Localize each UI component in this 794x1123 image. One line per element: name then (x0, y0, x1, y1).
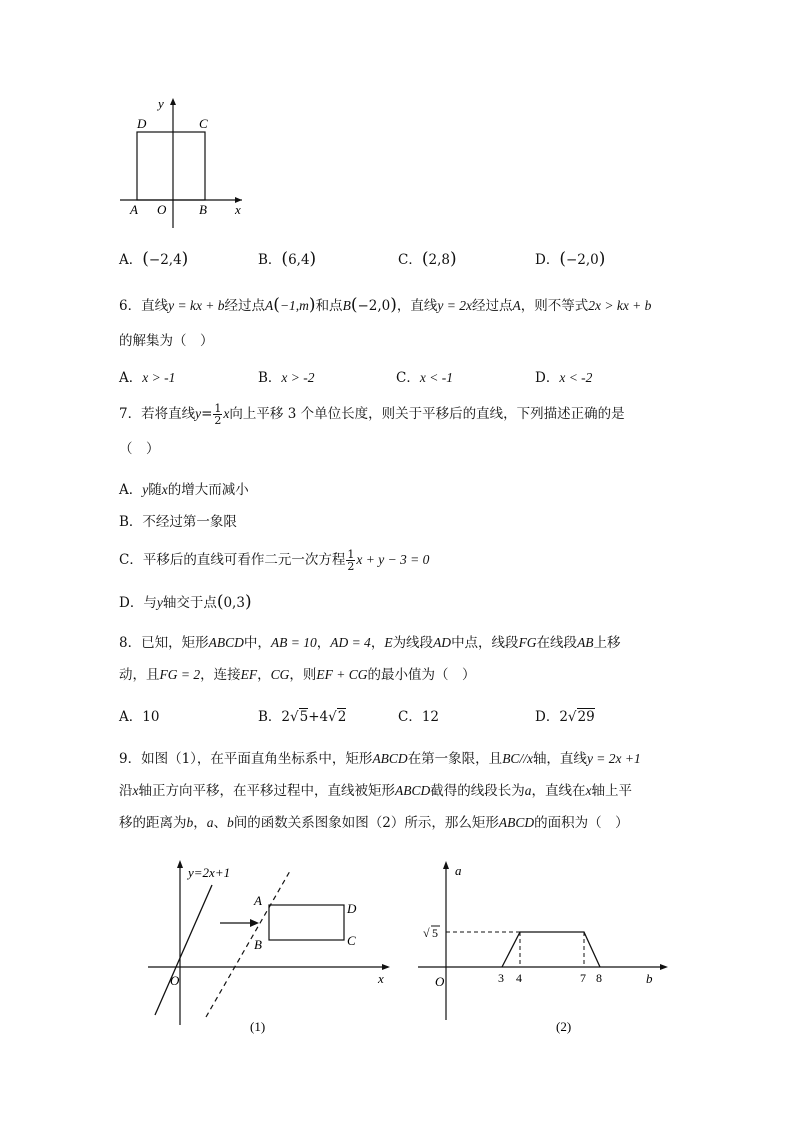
fig2-caption: (2) (556, 1019, 572, 1034)
q7-stem-line1: 7．若将直线y= $\frac{1}{2}$ x向上平移 3 个单位长度，则关于平移后的直线，下列描述正确的是 (119, 402, 625, 427)
fig1-label-c: C (347, 933, 356, 948)
fig2-tick-3: 3 (498, 971, 504, 985)
q5-option-a[interactable]: A．(−2,4) (119, 249, 189, 269)
q8-option-d[interactable]: D．2√29 (535, 709, 595, 725)
q5-option-b[interactable]: B．(6,4) (258, 249, 317, 269)
label-c: C (199, 116, 208, 131)
q9-stem-line3: 移的距离为b，a、b间的函数关系图象如图（2）所示，那么矩形ABCD的面积为（ ） (119, 815, 629, 831)
label-y: y (158, 96, 164, 111)
q5-option-d[interactable]: D．(−2,0) (535, 249, 606, 269)
q8-option-c[interactable]: C．12 (398, 709, 440, 725)
label-a: A (130, 202, 138, 217)
fig2-sqrt5-radical: √ (423, 926, 430, 940)
q6-stem-line1: 6．直线y = kx + b经过点A(−1,m)和点B(−2,0)，直线y = 2x经过点A，则不等式2x > kx + b (119, 295, 652, 315)
fig1-rectangle (269, 905, 344, 940)
q8-stem-line2: 动，且FG = 2，连接EF，CG，则EF + CG的最小值为（ ） (119, 667, 476, 683)
fig2-graph (502, 932, 600, 967)
fig1-label-a: A (254, 893, 262, 908)
q6-option-c[interactable]: C．x < -1 (396, 370, 453, 386)
figure-1 (140, 855, 400, 1045)
fig2-sqrt5-value: 5 (432, 926, 438, 940)
fig1-caption: (1) (250, 1019, 266, 1034)
fig1-line-label: y=2x+1 (188, 865, 231, 880)
label-b: B (199, 202, 207, 217)
fig1-label-b: B (254, 937, 262, 952)
q7-option-d[interactable]: D．与y轴交于点(0,3) (119, 592, 252, 612)
q8-option-a[interactable]: A．10 (119, 709, 160, 725)
q6-option-d[interactable]: D．x < -2 (535, 370, 593, 386)
fig1-dashed-line (206, 871, 290, 1017)
rectangle-axes-figure (110, 90, 260, 235)
fig1-label-x: x (378, 971, 384, 986)
rectangle-abcd (137, 132, 205, 200)
fig2-label-a: a (455, 863, 462, 878)
q7-option-b[interactable]: B．不经过第一象限 (119, 514, 237, 530)
q8-option-b[interactable]: B．2√5+4√2 (258, 709, 347, 725)
fig2-tick-4: 4 (516, 971, 522, 985)
q6-option-b[interactable]: B．x > -2 (258, 370, 315, 386)
label-d: D (137, 116, 147, 131)
q9-stem-line2: 沿x轴正方向平移，在平移过程中，直线被矩形ABCD截得的线段长为a，直线在x轴上平 (119, 783, 632, 799)
q6-option-a[interactable]: A．x > -1 (119, 370, 176, 386)
q9-stem-line1: 9．如图（1），在平面直角坐标系中，矩形ABCD在第一象限，且BC//x轴，直线y = 2x +1 (119, 751, 641, 767)
q6-stem-line2: 的解集为（ ） (119, 333, 214, 349)
fig2-tick-8: 8 (596, 971, 602, 985)
fig1-label-d: D (347, 901, 357, 916)
q7-stem-line2: （ ） (119, 441, 160, 457)
fig2-tick-7: 7 (580, 971, 586, 985)
fig2-label-b: b (646, 971, 653, 986)
label-o: O (157, 202, 167, 217)
fig2-label-o: O (435, 974, 445, 989)
q8-stem-line1: 8．已知，矩形ABCD中，AB = 10，AD = 4，E为线段AD中点，线段FG在线段AB上移 (119, 635, 621, 651)
q7-option-c[interactable]: C．平移后的直线可看作二元一次方程 $\frac{1}{2}$ x + y − 3 = 0 (119, 548, 430, 573)
fig1-label-o: O (170, 973, 180, 988)
q7-option-a[interactable]: A．y随x的增大而减小 (119, 482, 249, 498)
y-axis-arrow (170, 98, 176, 105)
label-x: x (235, 202, 241, 217)
q5-option-c[interactable]: C．(2,8) (398, 249, 457, 269)
fig1-line (155, 885, 212, 1015)
figure-2 (410, 855, 680, 1045)
